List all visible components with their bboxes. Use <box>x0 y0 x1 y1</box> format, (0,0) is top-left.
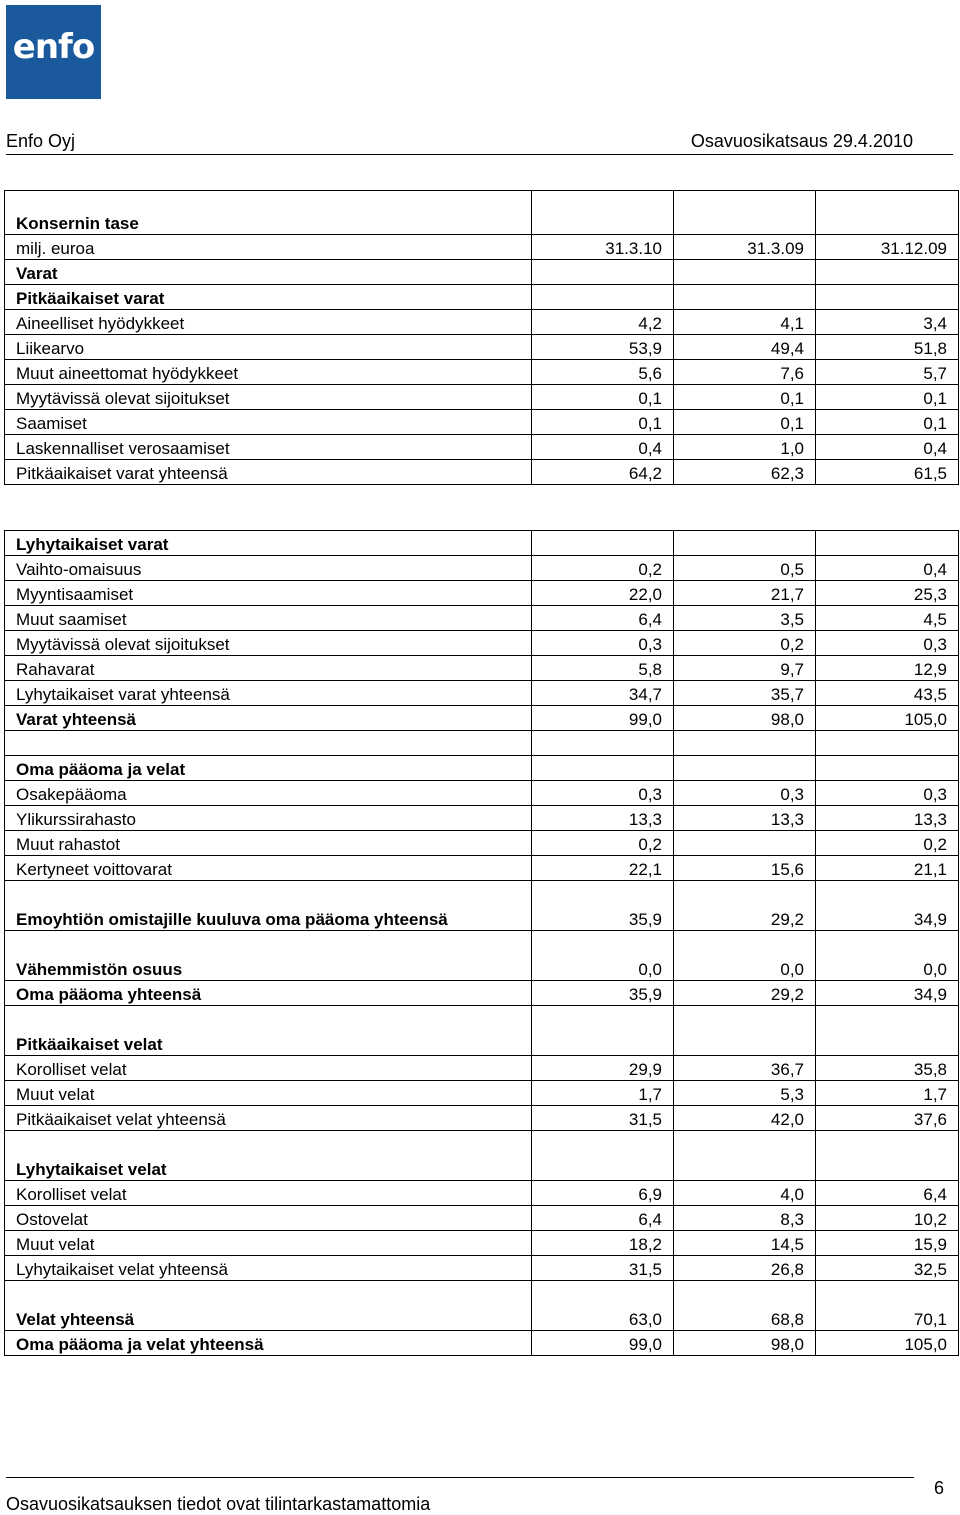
value-cell: 43,5 <box>816 681 959 706</box>
value-cell: 61,5 <box>816 460 959 485</box>
row-label: Lyhytaikaiset velat <box>5 1131 532 1181</box>
value-cell: 0,3 <box>816 781 959 806</box>
table-row <box>5 285 959 310</box>
value-cell: 0,4 <box>532 435 674 460</box>
table-row <box>5 631 959 656</box>
row-label: Muut aineettomat hyödykkeet <box>5 360 532 385</box>
value-cell: 21,7 <box>674 581 816 606</box>
value-cell: 5,3 <box>674 1081 816 1106</box>
value-cell: 42,0 <box>674 1106 816 1131</box>
table-row <box>5 531 959 556</box>
table-row <box>5 606 959 631</box>
value-cell: 15,6 <box>674 856 816 881</box>
row-label: Pitkäaikaiset varat yhteensä <box>5 460 532 485</box>
value-cell: 0,3 <box>816 631 959 656</box>
value-cell: 4,1 <box>674 310 816 335</box>
value-cell: 15,9 <box>816 1231 959 1256</box>
value-cell: 0,0 <box>674 931 816 981</box>
table-row <box>5 781 959 806</box>
value-cell: 5,7 <box>816 360 959 385</box>
value-cell <box>674 831 816 856</box>
value-cell: 22,0 <box>532 581 674 606</box>
value-cell: 34,9 <box>816 981 959 1006</box>
table-row <box>5 335 959 360</box>
value-cell <box>674 731 816 756</box>
row-label: Rahavarat <box>5 656 532 681</box>
value-cell: 22,1 <box>532 856 674 881</box>
value-cell <box>674 260 816 285</box>
value-cell: 1,0 <box>674 435 816 460</box>
table-row <box>5 1256 959 1281</box>
value-cell: 29,9 <box>532 1056 674 1081</box>
column-header: 31.12.09 <box>816 235 959 260</box>
row-label: Pitkäaikaiset velat <box>5 1006 532 1056</box>
value-cell: 98,0 <box>674 706 816 731</box>
value-cell <box>532 731 674 756</box>
table-title: Konsernin tase <box>5 191 532 235</box>
row-label: Oma pääoma ja velat yhteensä <box>5 1331 532 1356</box>
table-row <box>5 831 959 856</box>
value-cell: 37,6 <box>816 1106 959 1131</box>
value-cell: 98,0 <box>674 1331 816 1356</box>
header-divider <box>6 154 953 155</box>
value-cell <box>674 285 816 310</box>
table-row <box>5 435 959 460</box>
value-cell: 0,1 <box>532 410 674 435</box>
table-row <box>5 556 959 581</box>
row-label: Liikearvo <box>5 335 532 360</box>
row-label: Laskennalliset verosaamiset <box>5 435 532 460</box>
table-row <box>5 1231 959 1256</box>
value-cell: 31,5 <box>532 1256 674 1281</box>
value-cell: 0,1 <box>532 385 674 410</box>
enfo-logo <box>6 5 101 99</box>
row-label: Lyhytaikaiset varat <box>5 531 532 556</box>
value-cell: 0,2 <box>674 631 816 656</box>
value-cell: 105,0 <box>816 1331 959 1356</box>
table-row <box>5 681 959 706</box>
value-cell <box>674 531 816 556</box>
row-label: Kertyneet voittovarat <box>5 856 532 881</box>
row-label: Saamiset <box>5 410 532 435</box>
table-row <box>5 385 959 410</box>
value-cell: 26,8 <box>674 1256 816 1281</box>
value-cell <box>532 260 674 285</box>
value-cell: 10,2 <box>816 1206 959 1231</box>
value-cell: 25,3 <box>816 581 959 606</box>
value-cell <box>674 756 816 781</box>
value-cell <box>532 1006 674 1056</box>
page-number: 6 <box>934 1478 945 1498</box>
table-row <box>5 731 959 756</box>
value-cell: 5,8 <box>532 656 674 681</box>
value-cell <box>532 531 674 556</box>
value-cell: 5,6 <box>532 360 674 385</box>
row-label: Ylikurssirahasto <box>5 806 532 831</box>
value-cell: 0,2 <box>532 556 674 581</box>
value-cell: 1,7 <box>532 1081 674 1106</box>
balance-sheet-table <box>4 190 959 1356</box>
column-header: 31.3.09 <box>674 235 816 260</box>
value-cell <box>816 260 959 285</box>
table-row <box>5 706 959 731</box>
value-cell <box>532 285 674 310</box>
value-cell <box>674 1006 816 1056</box>
table-row <box>5 260 959 285</box>
value-cell: 0,5 <box>674 556 816 581</box>
value-cell: 0,1 <box>674 410 816 435</box>
row-label: Oma pääoma yhteensä <box>5 981 532 1006</box>
value-cell: 35,9 <box>532 981 674 1006</box>
value-cell: 105,0 <box>816 706 959 731</box>
spacer-row <box>5 485 959 531</box>
table-row <box>5 1006 959 1056</box>
value-cell: 0,0 <box>816 931 959 981</box>
value-cell: 34,7 <box>532 681 674 706</box>
value-cell: 32,5 <box>816 1256 959 1281</box>
row-label <box>5 731 532 756</box>
table-row <box>5 1281 959 1331</box>
footer-divider <box>6 1477 914 1478</box>
value-cell: 13,3 <box>674 806 816 831</box>
table-row <box>5 806 959 831</box>
report-title: Osavuosikatsaus 29.4.2010 <box>690 131 913 151</box>
value-cell <box>532 756 674 781</box>
row-label: Vaihto-omaisuus <box>5 556 532 581</box>
value-cell: 0,1 <box>674 385 816 410</box>
row-label: Velat yhteensä <box>5 1281 532 1331</box>
table-row <box>5 460 959 485</box>
value-cell: 0,0 <box>532 931 674 981</box>
value-cell: 9,7 <box>674 656 816 681</box>
value-cell: 4,0 <box>674 1181 816 1206</box>
table-row <box>5 1181 959 1206</box>
value-cell: 1,7 <box>816 1081 959 1106</box>
row-label: Emoyhtiön omistajille kuuluva oma pääoma yhteensä <box>5 881 532 931</box>
value-cell: 14,5 <box>674 1231 816 1256</box>
row-label: Pitkäaikaiset velat yhteensä <box>5 1106 532 1131</box>
table-row <box>5 310 959 335</box>
value-cell: 0,3 <box>532 631 674 656</box>
table-row <box>5 1131 959 1181</box>
value-cell: 29,2 <box>674 881 816 931</box>
value-cell: 4,5 <box>816 606 959 631</box>
row-label: Muut saamiset <box>5 606 532 631</box>
table-row <box>5 931 959 981</box>
table-cell <box>674 191 816 235</box>
value-cell: 0,3 <box>674 781 816 806</box>
value-cell: 6,4 <box>532 1206 674 1231</box>
value-cell: 51,8 <box>816 335 959 360</box>
column-header: 31.3.10 <box>532 235 674 260</box>
table-row <box>5 1331 959 1356</box>
row-label: Pitkäaikaiset varat <box>5 285 532 310</box>
value-cell: 62,3 <box>674 460 816 485</box>
value-cell: 6,9 <box>532 1181 674 1206</box>
value-cell: 8,3 <box>674 1206 816 1231</box>
table-row <box>5 1056 959 1081</box>
table-row <box>5 981 959 1006</box>
table-cell <box>816 191 959 235</box>
value-cell: 99,0 <box>532 706 674 731</box>
table-row <box>5 1106 959 1131</box>
row-label: Varat <box>5 260 532 285</box>
table-row <box>5 360 959 385</box>
value-cell: 0,4 <box>816 556 959 581</box>
row-label: Lyhytaikaiset velat yhteensä <box>5 1256 532 1281</box>
row-label: Myyntisaamiset <box>5 581 532 606</box>
value-cell: 0,3 <box>532 781 674 806</box>
value-cell: 4,2 <box>532 310 674 335</box>
row-label: Myytävissä olevat sijoitukset <box>5 385 532 410</box>
row-label: Osakepääoma <box>5 781 532 806</box>
value-cell: 18,2 <box>532 1231 674 1256</box>
footer-note: Osavuosikatsauksen tiedot ovat tilintarkastamattomia <box>6 1494 431 1514</box>
row-label: Ostovelat <box>5 1206 532 1231</box>
value-cell: 0,2 <box>816 831 959 856</box>
value-cell: 0,4 <box>816 435 959 460</box>
value-cell <box>816 731 959 756</box>
value-cell <box>816 1131 959 1181</box>
value-cell <box>816 285 959 310</box>
value-cell: 0,1 <box>816 385 959 410</box>
value-cell: 3,4 <box>816 310 959 335</box>
value-cell: 29,2 <box>674 981 816 1006</box>
value-cell: 99,0 <box>532 1331 674 1356</box>
spacer-cell <box>5 485 959 531</box>
value-cell: 12,9 <box>816 656 959 681</box>
value-cell <box>532 1131 674 1181</box>
value-cell: 35,9 <box>532 881 674 931</box>
row-label: Oma pääoma ja velat <box>5 756 532 781</box>
logo-text: enfo <box>12 27 95 67</box>
row-label: Lyhytaikaiset varat yhteensä <box>5 681 532 706</box>
table-row <box>5 656 959 681</box>
value-cell: 13,3 <box>532 806 674 831</box>
table-row <box>5 410 959 435</box>
value-cell: 3,5 <box>674 606 816 631</box>
table-row <box>5 856 959 881</box>
value-cell: 0,1 <box>816 410 959 435</box>
value-cell: 70,1 <box>816 1281 959 1331</box>
value-cell: 35,8 <box>816 1056 959 1081</box>
value-cell: 6,4 <box>816 1181 959 1206</box>
table-cell <box>532 191 674 235</box>
table-row <box>5 756 959 781</box>
value-cell <box>674 1131 816 1181</box>
row-label: Varat yhteensä <box>5 706 532 731</box>
row-label: Myytävissä olevat sijoitukset <box>5 631 532 656</box>
row-label: Aineelliset hyödykkeet <box>5 310 532 335</box>
value-cell: 68,8 <box>674 1281 816 1331</box>
column-header-row <box>5 235 959 260</box>
value-cell: 49,4 <box>674 335 816 360</box>
row-label: Muut rahastot <box>5 831 532 856</box>
unit-label: milj. euroa <box>5 235 532 260</box>
value-cell: 13,3 <box>816 806 959 831</box>
company-name: Enfo Oyj <box>6 131 76 151</box>
value-cell: 7,6 <box>674 360 816 385</box>
row-label: Muut velat <box>5 1231 532 1256</box>
value-cell: 63,0 <box>532 1281 674 1331</box>
value-cell: 21,1 <box>816 856 959 881</box>
value-cell: 0,2 <box>532 831 674 856</box>
value-cell: 6,4 <box>532 606 674 631</box>
row-label: Muut velat <box>5 1081 532 1106</box>
table-title-row <box>5 191 959 235</box>
value-cell: 34,9 <box>816 881 959 931</box>
table-row <box>5 1081 959 1106</box>
table-row <box>5 581 959 606</box>
table-row <box>5 881 959 931</box>
value-cell <box>816 1006 959 1056</box>
value-cell: 35,7 <box>674 681 816 706</box>
value-cell <box>816 531 959 556</box>
value-cell <box>816 756 959 781</box>
value-cell: 36,7 <box>674 1056 816 1081</box>
table-row <box>5 1206 959 1231</box>
row-label: Vähemmistön osuus <box>5 931 532 981</box>
value-cell: 53,9 <box>532 335 674 360</box>
value-cell: 31,5 <box>532 1106 674 1131</box>
row-label: Korolliset velat <box>5 1181 532 1206</box>
value-cell: 64,2 <box>532 460 674 485</box>
row-label: Korolliset velat <box>5 1056 532 1081</box>
